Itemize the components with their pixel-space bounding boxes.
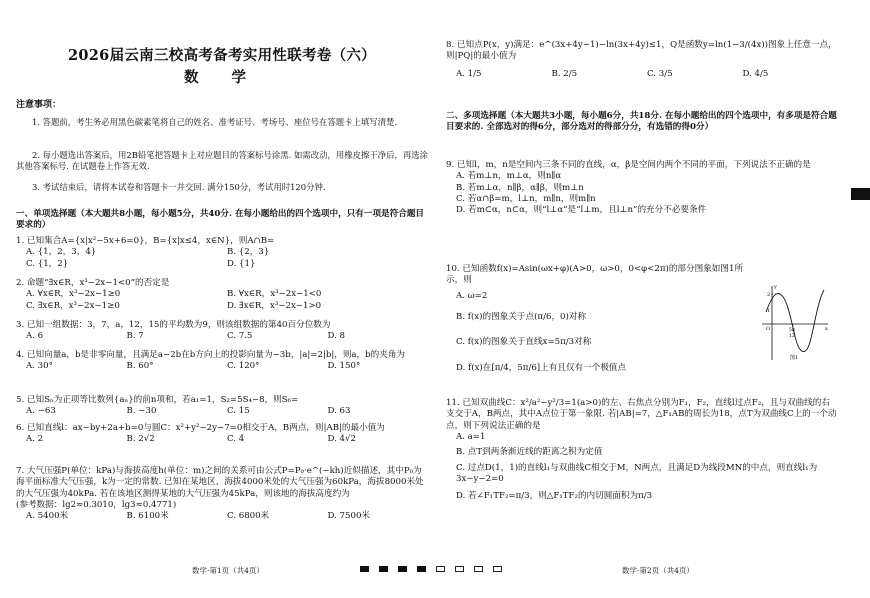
- option-b: B. 60°: [126, 361, 154, 372]
- question-9: [446, 160, 838, 217]
- option-a: A. ω=2: [456, 290, 488, 301]
- question-4: [16, 350, 428, 373]
- subject-title: 数 学: [183, 69, 261, 86]
- option-a: A. 6: [26, 331, 44, 342]
- option-b: B. 2√2: [126, 434, 155, 445]
- option-c: C. 过点D(1，1)的直线l₁与双曲线C相交于M，N两点，且满足D为线段MN的中点，则直线l₁为3x−y−2=0: [456, 462, 818, 485]
- option-d: D. 4√2: [327, 434, 356, 445]
- question-stem: 6. 已知直线l：ax−by+2a+b=0与圆C：x²+y²−2y−7=0相交于A，B两点，则|AB|的最小值为: [16, 423, 385, 433]
- question-stem: 2. 命题“∃x∈R，x³−2x−1<0”的否定是: [16, 278, 170, 288]
- option-c: C. f(x)的图象关于直线x=5π/3对称: [456, 337, 592, 348]
- exam-title: 2026届云南三校高考备考实用性联考卷（六）: [68, 47, 376, 64]
- option-d: D. {1}: [227, 258, 256, 269]
- option-d: D. 若m⊂α，n⊂α，则“l⊥α”是“l⊥m，且l⊥n”的充分不必要条件: [456, 205, 707, 216]
- option-b: B. 2/5: [551, 68, 578, 79]
- mark: [360, 566, 369, 572]
- question-11: [446, 398, 838, 503]
- question-2: [16, 278, 428, 312]
- option-a: A. 1/5: [456, 68, 482, 79]
- tick-5pi: 5π: [789, 328, 795, 333]
- x-label: x: [825, 326, 828, 332]
- option-c: C. 6800米: [227, 511, 270, 522]
- tick-12: 12: [789, 334, 795, 339]
- option-b: B. 点T到两条渐近线的距离之积为定值: [456, 447, 603, 458]
- options-row: [16, 331, 428, 342]
- question-7: [16, 466, 428, 523]
- origin-label: O: [766, 326, 771, 332]
- question-stem: 11. 已知双曲线C：x²/a²−y²/3=1(a>0)的左、右焦点分别为F₁，F₂，直线l过点F₂，且与双曲线的右支交于A，B两点，其中A点位于第一象限. 若|AB|=7，△F₁AB的周长为18，点T为双曲线C上的一个动点，则下列说法正确的是: [446, 398, 837, 431]
- question-stem: 5. 已知Sₙ为正项等比数列{aₙ}的前n项和，若a₁=1，S₂=5S₄−8，则S₆=: [16, 395, 299, 405]
- question-3: [16, 320, 428, 343]
- option-d: D. 63: [327, 406, 351, 417]
- option-b: B. f(x)的图象关于点(π/6，0)对称: [456, 312, 587, 323]
- question-stem: 9. 已知l，m，n是空间内三条不同的直线，α，β是空间内两个不同的平面，下列说法不正确的是: [446, 160, 811, 170]
- question-5: [16, 395, 428, 418]
- option-a: A. a=1: [456, 432, 486, 443]
- mark: [417, 566, 426, 572]
- figure-1-sine-graph: [762, 282, 832, 362]
- notice-item-1: 1. 答题前，考生务必用黑色碳素笔将自己的姓名、准考证号、考场号、座位号在答题卡上填写清楚.: [32, 117, 398, 127]
- options-row: [16, 301, 428, 312]
- question-stem: 7. 大气压强P(单位：kPa)与海拔高度h(单位：m)之间的关系可由公式P=P₀·e^(−kh)近似描述，其中P₀为海平面标准大气压强，k为一定的常数. 已知在某地区，海拔4000米处的大气压强为60kPa，海拔8000米处的大气压强为40kPa. 若在该地区测得某地的大气压强为45kPa，则该地的海拔高度约为: [16, 466, 424, 499]
- page-edge-marker: [851, 188, 870, 200]
- section-2-heading: 二、多项选择题（本大题共3小题，每小题6分，共18分. 在每小题给出的四个选项中，有多项是符合题目要求的. 全部选对的得6分，部分选对的得部分分，有选错的得0分）: [446, 111, 837, 133]
- options-row: [16, 247, 428, 258]
- option-c: C. 3/5: [647, 68, 673, 79]
- left-page: [16, 0, 428, 598]
- question-stem: 8. 已知点P(x，y)满足：e^(3x+4y−1)−ln(3x+4y)≤1，Q是函数y=ln(1−3/(4x))图象上任意一点，则|PQ|的最小值为: [446, 40, 837, 62]
- question-stem: 3. 已知一组数据：3，7，a，12，15的平均数为9，则该组数据的第40百分位数为: [16, 320, 331, 330]
- option-c: C. 若α∩β=m，l⊥n，m∥n，则m∥n: [456, 194, 596, 205]
- option-a: A. {1，2，3，4}: [26, 247, 97, 258]
- sine-curve: [766, 290, 824, 352]
- tick-2: 2: [767, 292, 771, 298]
- option-b: B. {2，3}: [227, 247, 270, 258]
- option-a: A. −63: [26, 406, 56, 417]
- option-a: A. 5400米: [26, 511, 69, 522]
- option-d: D. 150°: [327, 361, 361, 372]
- option-b: B. 6100米: [126, 511, 169, 522]
- mark: [398, 566, 407, 572]
- options-row: [16, 406, 428, 417]
- reference-data: (参考数据：lg2≈0.3010，lg3≈0.4771): [16, 500, 177, 511]
- options-row: [446, 69, 838, 80]
- question-8: [446, 40, 838, 80]
- options-row: [16, 434, 428, 445]
- option-c: C. {1，2}: [26, 258, 69, 269]
- option-a: A. 30°: [26, 361, 53, 372]
- question-stem: 4. 已知向量a，b是非零向量，且满足a−2b在b方向上的投影向量为−3b，|a|=2|b|，则a，b的夹角为: [16, 350, 406, 360]
- option-a: A. 2: [26, 434, 44, 445]
- mark: [379, 566, 388, 572]
- option-b: B. 若m⊥α，n∥β，α∥β，则m⊥n: [456, 182, 584, 193]
- option-d: D. f(x)在[π/4，5π/6]上有且仅有一个极值点: [456, 362, 627, 373]
- option-d: D. 4/5: [742, 68, 769, 79]
- option-d: D. 若∠F₁TF₂=π/3，则△F₁TF₂的内切圆面积为π/3: [456, 491, 653, 502]
- option-c: C. 7.5: [227, 331, 253, 342]
- option-c: C. 15: [227, 406, 250, 417]
- option-c: C. 120°: [227, 361, 260, 372]
- question-6: [16, 423, 428, 446]
- question-1: [16, 236, 428, 270]
- option-d: D. ∃x∈R，x³−2x−1>0: [227, 300, 322, 311]
- options-row: [16, 259, 428, 270]
- question-10: [446, 264, 756, 374]
- options-row: [16, 511, 428, 522]
- option-b: B. −30: [126, 406, 157, 417]
- option-b: B. 7: [126, 331, 144, 342]
- notice-item-2: 2. 每小题选出答案后，用2B铅笔把答题卡上对应题目的答案标号涂黑. 如需改动，用橡皮擦干净后，再选涂其他答案标号. 在试题卷上作答无效.: [16, 150, 428, 172]
- question-stem: 10. 已知函数f(x)=Asin(ωx+φ)(A>0，ω>0，0<φ<2π)的部分图象如图1所示，则: [446, 264, 744, 286]
- footer-page-1: 数学·第1页（共4页）: [192, 566, 264, 575]
- section-1-heading: 一、单项选择题（本大题共8小题，每小题5分，共40分. 在每小题给出的四个选项中，只有一项是符合题目要求的）: [16, 209, 425, 231]
- question-stem: 1. 已知集合A={x|x²−5x+6=0}，B={x|x≤4，x∈N}，则A∩B=: [16, 236, 275, 246]
- option-a: A. ∀x∈R，x³−2x−1≥0: [26, 289, 121, 300]
- mark: [436, 566, 445, 572]
- option-a: A. 若m⊥n，m⊥α，则n∥α: [456, 171, 562, 182]
- notice-item-3: 3. 考试结束后，请将本试卷和答题卡一并交回. 满分150分，考试用时120分钟.: [32, 182, 326, 192]
- options-row: [16, 289, 428, 300]
- option-d: D. 7500米: [327, 511, 371, 522]
- option-d: D. 8: [327, 331, 346, 342]
- y-label: y: [774, 284, 777, 290]
- option-b: B. ∀x∈R，x³−2x−1<0: [227, 289, 322, 300]
- option-c: C. ∃x∈R，x³−2x−1≥0: [26, 300, 120, 311]
- notice-heading: 注意事项：: [16, 100, 62, 110]
- footer-page-2: 数学·第2页（共4页）: [622, 566, 694, 575]
- option-c: C. 4: [227, 434, 245, 445]
- tick-1: 1: [767, 308, 771, 314]
- options-row: [16, 361, 428, 372]
- figure-caption: 图1: [790, 355, 799, 361]
